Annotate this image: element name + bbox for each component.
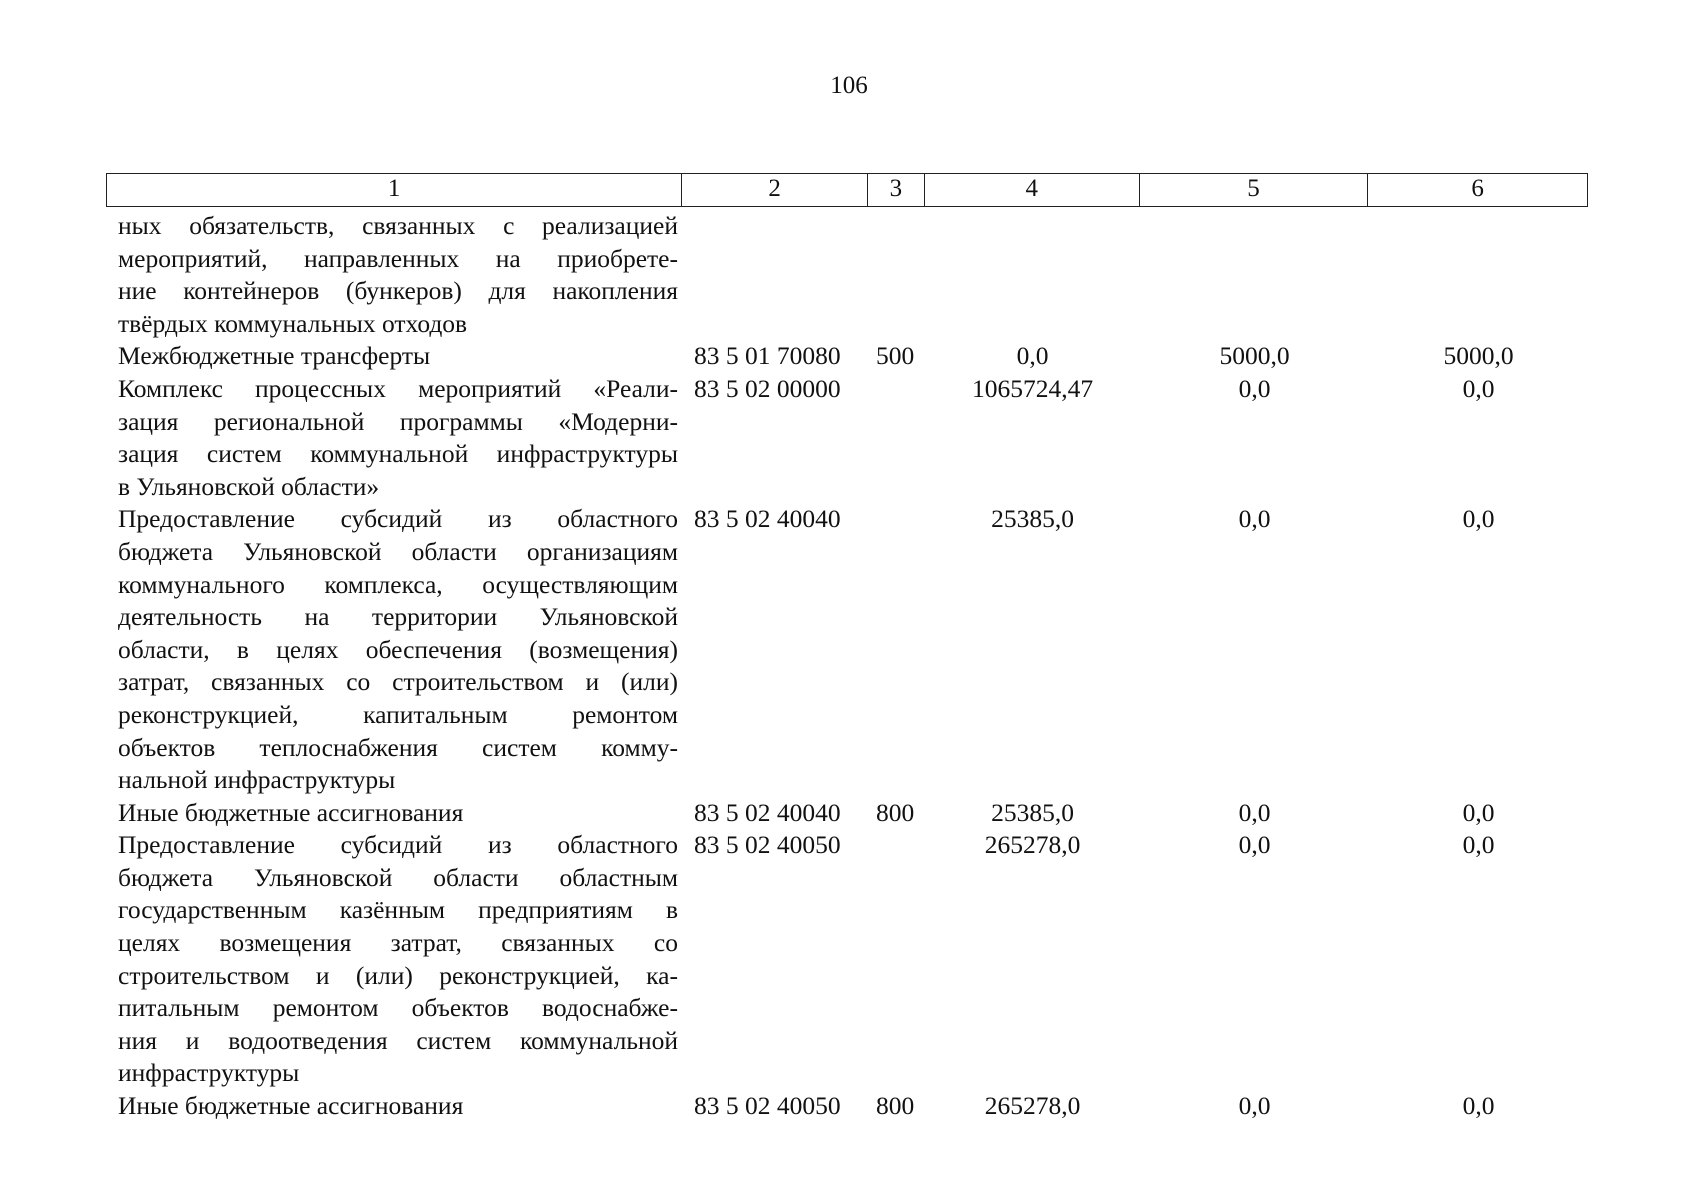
row-code: 83 5 02 40040 — [694, 797, 841, 827]
description-line: деятельность на территории Ульяновской — [118, 602, 678, 632]
table-row — [106, 340, 1588, 373]
table-body — [106, 210, 1588, 1123]
row-type — [868, 373, 925, 503]
header-col-3: 3 — [868, 174, 925, 206]
row-description — [106, 210, 682, 340]
row-value-6: 0,0 — [1462, 504, 1495, 534]
row-value-5: 0,0 — [1238, 830, 1271, 860]
row-value-5: 0,0 — [1238, 797, 1271, 827]
description-line: Межбюджетные трансферты — [118, 341, 431, 371]
description-line: ния и водоотведения систем коммунальной — [118, 1025, 678, 1055]
page-number: 106 — [830, 72, 868, 99]
row-type: 500 — [876, 341, 915, 371]
row-value-4: 265278,0 — [984, 1091, 1081, 1121]
description-line: коммунального комплекса, осуществляющим — [118, 569, 678, 599]
description-line: бюджета Ульяновской области организациям — [118, 536, 678, 566]
row-value-6: 0,0 — [1462, 1091, 1495, 1121]
row-description — [106, 1090, 682, 1123]
row-value-5: 0,0 — [1238, 504, 1271, 534]
description-line: реконструкцией, капитальным ремонтом — [118, 699, 678, 729]
description-line: Предоставление субсидий из областного — [118, 504, 678, 534]
table-row — [106, 1090, 1588, 1123]
description-line: бюджета Ульяновской области областным — [118, 862, 678, 892]
table-row — [106, 829, 1588, 1090]
table-row — [106, 373, 1588, 503]
header-col-2: 2 — [682, 174, 868, 206]
table-header — [106, 173, 1588, 207]
description-line: зация систем коммунальной инфраструктуры — [118, 439, 678, 469]
description-line: области, в целях обеспечения (возмещения) — [118, 634, 678, 664]
row-value-6: 0,0 — [1462, 797, 1495, 827]
description-line: ных обязательств, связанных с реализацией — [118, 211, 678, 240]
row-code: 83 5 02 40040 — [694, 504, 841, 534]
row-code: 83 5 02 40050 — [694, 830, 841, 860]
description-line: нальной инфраструктуры — [118, 765, 396, 795]
row-type — [868, 210, 925, 340]
row-value-5: 0,0 — [1238, 1091, 1271, 1121]
row-value-6: 5000,0 — [1443, 341, 1514, 371]
description-line: ние контейнеров (бункеров) для накопления — [118, 276, 678, 306]
header-col-4: 4 — [925, 174, 1140, 206]
description-line: мероприятий, направленных на приобрете- — [118, 243, 678, 273]
row-code: 83 5 01 70080 — [694, 341, 841, 371]
description-line: твёрдых коммунальных отходов — [118, 308, 468, 338]
description-line: Предоставление субсидий из областного — [118, 830, 678, 860]
row-value-6 — [1369, 210, 1588, 340]
table-row — [106, 797, 1588, 830]
row-type: 800 — [876, 1091, 915, 1121]
row-value-4: 1065724,47 — [971, 373, 1094, 403]
row-value-5 — [1140, 210, 1369, 340]
description-line: Комплекс процессных мероприятий «Реали- — [118, 373, 678, 403]
row-type: 800 — [876, 797, 915, 827]
description-line: целях возмещения затрат, связанных со — [118, 928, 678, 958]
row-description — [106, 797, 682, 830]
row-value-4: 25385,0 — [991, 797, 1074, 827]
row-value-5: 5000,0 — [1219, 341, 1290, 371]
row-value-4: 25385,0 — [991, 504, 1074, 534]
row-description — [106, 503, 682, 796]
row-code: 83 5 02 40050 — [694, 1091, 841, 1121]
row-type — [868, 503, 925, 796]
table-row — [106, 210, 1588, 340]
row-description — [106, 829, 682, 1090]
row-value-4: 265278,0 — [984, 830, 1081, 860]
table-row — [106, 503, 1588, 796]
description-line: инфраструктуры — [118, 1058, 300, 1088]
header-col-6: 6 — [1471, 175, 1484, 202]
description-line: зация региональной программы «Модерни- — [118, 406, 678, 436]
row-value-6: 0,0 — [1462, 373, 1495, 403]
header-col-1: 1 — [107, 174, 682, 206]
description-line: государственным казённым предприятиям в — [118, 895, 678, 925]
description-line: Иные бюджетные ассигнования — [118, 1091, 464, 1121]
description-line: строительством и (или) реконструкцией, ка- — [118, 960, 678, 990]
description-line: объектов теплоснабжения систем комму- — [118, 732, 678, 762]
description-line: Иные бюджетные ассигнования — [118, 797, 464, 827]
description-line: затрат, связанных со строительством и (или) — [118, 667, 678, 697]
row-value-4: 0,0 — [1016, 341, 1049, 371]
description-line: питальным ремонтом объектов водоснабже- — [118, 993, 678, 1023]
row-description — [106, 373, 682, 503]
description-line: в Ульяновской области» — [118, 471, 380, 501]
row-description — [106, 340, 682, 373]
row-value-5: 0,0 — [1238, 373, 1271, 403]
row-value-4 — [925, 210, 1140, 340]
row-code: 83 5 02 00000 — [694, 373, 841, 403]
row-value-6: 0,0 — [1462, 830, 1495, 860]
header-col-5: 5 — [1140, 174, 1369, 206]
row-code — [682, 210, 868, 340]
row-type — [868, 829, 925, 1090]
